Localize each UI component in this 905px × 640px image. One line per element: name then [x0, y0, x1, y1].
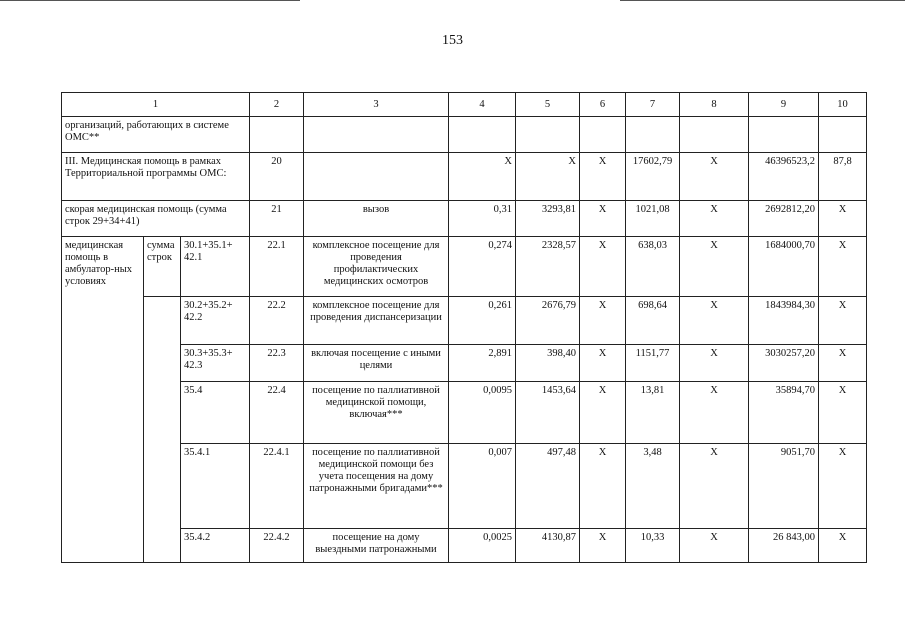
table-cell: Х — [680, 297, 749, 345]
table-row — [62, 237, 867, 297]
table-cell: 87,8 — [819, 153, 867, 201]
table-cell: 0,007 — [449, 444, 516, 529]
header-cell: 5 — [516, 93, 580, 117]
row-label: скорая медицинская помощь (сумма строк 29+34+41) — [62, 201, 250, 237]
row-group-spacer — [62, 345, 144, 382]
table-cell — [680, 117, 749, 153]
table-cell: Х — [580, 237, 626, 297]
table-cell: Х — [819, 444, 867, 529]
row-subgroup-spacer — [144, 382, 181, 444]
row-formula: 35.4.1 — [181, 444, 250, 529]
table-cell: Х — [449, 153, 516, 201]
row-formula: 30.1+35.1+ 42.1 — [181, 237, 250, 297]
table-cell: Х — [819, 297, 867, 345]
table-cell: 1684000,70 — [749, 237, 819, 297]
unit-cell: посещение по паллиативной медицинской помощи, включая*** — [304, 382, 449, 444]
table-cell: 698,64 — [626, 297, 680, 345]
table-cell: Х — [680, 237, 749, 297]
row-code: 21 — [250, 201, 304, 237]
scan-edge-right — [620, 0, 905, 1]
table-cell: 0,274 — [449, 237, 516, 297]
table-cell — [449, 117, 516, 153]
table-header-row — [62, 93, 867, 117]
table-cell: 3293,81 — [516, 201, 580, 237]
table-row — [62, 201, 867, 237]
table-cell: 3,48 — [626, 444, 680, 529]
row-subgroup-spacer — [144, 297, 181, 345]
tariff-table — [61, 92, 867, 563]
row-subgroup-label: сумма строк — [144, 237, 181, 297]
row-label: организаций, работающих в системе ОМС** — [62, 117, 250, 153]
table-cell: 1843984,30 — [749, 297, 819, 345]
table-cell: Х — [680, 444, 749, 529]
row-group-label: медицинская помощь в амбулатор-ных условиях — [62, 237, 144, 297]
table-cell: Х — [580, 382, 626, 444]
table-cell: Х — [819, 237, 867, 297]
table-cell — [819, 117, 867, 153]
table-cell — [626, 117, 680, 153]
table-row — [62, 382, 867, 444]
unit-cell: комплексное посещение для проведения профилактических медицинских осмотров — [304, 237, 449, 297]
row-subgroup-spacer — [144, 345, 181, 382]
table-row — [62, 153, 867, 201]
row-formula: 35.4.2 — [181, 529, 250, 563]
header-cell: 6 — [580, 93, 626, 117]
table-cell: 638,03 — [626, 237, 680, 297]
row-group-spacer — [62, 529, 144, 563]
table-cell: Х — [819, 382, 867, 444]
table-cell: 35894,70 — [749, 382, 819, 444]
row-formula: 35.4 — [181, 382, 250, 444]
row-code: 22.1 — [250, 237, 304, 297]
row-subgroup-spacer — [144, 529, 181, 563]
header-cell: 1 — [62, 93, 250, 117]
table-cell: 398,40 — [516, 345, 580, 382]
table-cell: 0,0095 — [449, 382, 516, 444]
table-cell: 2692812,20 — [749, 201, 819, 237]
table-cell: 10,33 — [626, 529, 680, 563]
table-cell: 3030257,20 — [749, 345, 819, 382]
page-number: 153 — [442, 33, 463, 48]
header-cell: 9 — [749, 93, 819, 117]
table-cell — [304, 117, 449, 153]
header-cell: 2 — [250, 93, 304, 117]
table-cell — [749, 117, 819, 153]
table-cell: 1021,08 — [626, 201, 680, 237]
header-cell: 3 — [304, 93, 449, 117]
table-cell: 2676,79 — [516, 297, 580, 345]
table-cell: Х — [580, 201, 626, 237]
table-cell: 0,0025 — [449, 529, 516, 563]
header-cell: 8 — [680, 93, 749, 117]
table-cell: 26 843,00 — [749, 529, 819, 563]
table-cell: Х — [580, 444, 626, 529]
table-row — [62, 345, 867, 382]
unit-cell: включая посещение с иными целями — [304, 345, 449, 382]
table-cell — [516, 117, 580, 153]
table-row — [62, 529, 867, 563]
table-cell: Х — [580, 345, 626, 382]
table-cell: Х — [680, 382, 749, 444]
table-cell — [580, 117, 626, 153]
table-cell: 2328,57 — [516, 237, 580, 297]
table-cell: Х — [680, 345, 749, 382]
table-cell: Х — [580, 297, 626, 345]
table-cell: Х — [819, 345, 867, 382]
table-cell: Х — [580, 153, 626, 201]
row-code: 22.3 — [250, 345, 304, 382]
row-formula: 30.3+35.3+ 42.3 — [181, 345, 250, 382]
row-code: 22.4 — [250, 382, 304, 444]
table-cell: 0,31 — [449, 201, 516, 237]
table-cell: 13,81 — [626, 382, 680, 444]
table-cell: Х — [680, 529, 749, 563]
table-cell: Х — [819, 529, 867, 563]
table-cell: 1453,64 — [516, 382, 580, 444]
row-code: 22.4.2 — [250, 529, 304, 563]
row-group-spacer — [62, 382, 144, 444]
row-formula: 30.2+35.2+ 42.2 — [181, 297, 250, 345]
row-label: III. Медицинская помощь в рамках Территориальной программы ОМС: — [62, 153, 250, 201]
table-cell: Х — [580, 529, 626, 563]
table-cell: 9051,70 — [749, 444, 819, 529]
table-row — [62, 444, 867, 529]
table-cell: 0,261 — [449, 297, 516, 345]
unit-cell — [304, 153, 449, 201]
scan-edge-left — [0, 0, 300, 1]
table-row — [62, 117, 867, 153]
table-cell: 4130,87 — [516, 529, 580, 563]
table-cell: Х — [516, 153, 580, 201]
table-cell: 46396523,2 — [749, 153, 819, 201]
header-cell: 7 — [626, 93, 680, 117]
table-cell — [250, 117, 304, 153]
table-cell: 497,48 — [516, 444, 580, 529]
row-code: 22.2 — [250, 297, 304, 345]
row-subgroup-spacer — [144, 444, 181, 529]
table-row — [62, 297, 867, 345]
table-cell: Х — [680, 201, 749, 237]
table-cell: 17602,79 — [626, 153, 680, 201]
table-cell: Х — [819, 201, 867, 237]
unit-cell: посещение по паллиативной медицинской помощи без учета посещения на дому патронажными бригадами*** — [304, 444, 449, 529]
table-cell: 2,891 — [449, 345, 516, 382]
unit-cell: комплексное посещение для проведения диспансеризации — [304, 297, 449, 345]
row-code: 22.4.1 — [250, 444, 304, 529]
row-code: 20 — [250, 153, 304, 201]
header-cell: 10 — [819, 93, 867, 117]
row-group-spacer — [62, 297, 144, 345]
header-cell: 4 — [449, 93, 516, 117]
table-cell: 1151,77 — [626, 345, 680, 382]
unit-cell: посещение на дому выездными патронажными — [304, 529, 449, 563]
row-group-spacer — [62, 444, 144, 529]
table-cell: Х — [680, 153, 749, 201]
unit-cell: вызов — [304, 201, 449, 237]
